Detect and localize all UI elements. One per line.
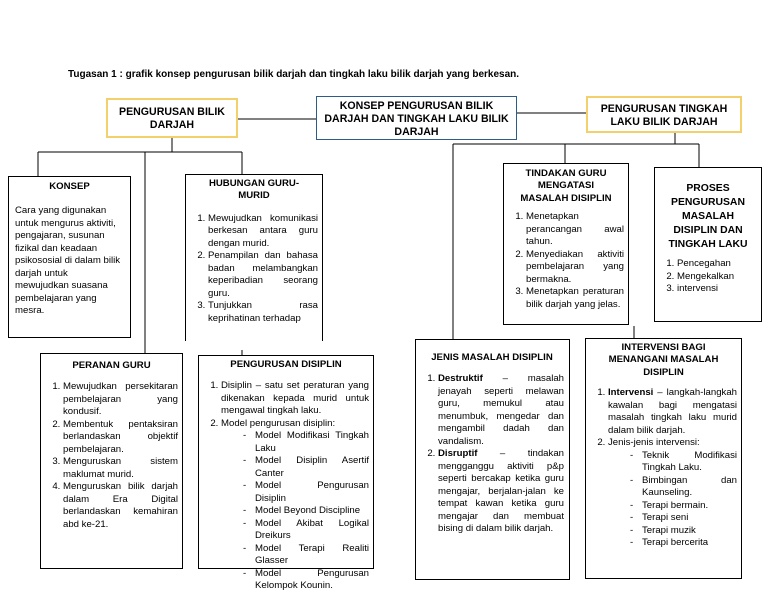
konsep-title: KONSEP xyxy=(49,181,90,192)
list-item xyxy=(438,448,564,535)
intervensi-title: INTERVENSI BAGI MENANGANI MASALAH DISIPLIN xyxy=(608,342,719,378)
list-item xyxy=(221,418,369,593)
tindakan-guru-box xyxy=(503,163,629,325)
list-item: 1. Mewujudkan persekitaran pembelajaran yang kondusif. xyxy=(63,381,178,418)
konsep-box xyxy=(8,176,131,338)
list-item: - Terapi seni xyxy=(626,512,737,524)
list-item: - Terapi bermain. xyxy=(626,500,737,512)
intervensi-text: – langkah-langkah kawalan bagi mengatasi masalah tingkah laku murid dalam bilik darjah. xyxy=(608,387,737,436)
list-item xyxy=(438,373,564,448)
hubungan-title: HUBUNGAN GURU-MURID xyxy=(208,178,300,202)
list-item: 3. intervensi xyxy=(677,283,757,295)
tindakan-title: TINDAKAN GURU MENGATASI MASALAH DISIPLIN xyxy=(520,168,612,204)
list-item xyxy=(608,437,737,549)
disruptif-text: – tindakan mengganggu aktiviti p&p seperti bercakap ketika guru mengajar, berjalan-jalan ke tempat kawan ketika guru mengajar dan membuat bising di dalam bilik darjah. xyxy=(438,448,564,535)
proses-box xyxy=(654,167,762,322)
list-item: 2. Mengekalkan xyxy=(677,271,757,283)
list-item: 1. Menetapkan perancangan awal tahun. xyxy=(526,211,624,248)
list-item: 1. Pencegahan xyxy=(677,258,757,270)
intervensi-term: Intervensi xyxy=(608,387,654,399)
list-item: 1. Mewujudkan komunikasi berkesan antara guru dengan murid. xyxy=(208,213,318,250)
list-item: - Terapi bercerita xyxy=(626,537,737,549)
jenis-title: JENIS MASALAH DISIPLIN xyxy=(431,352,553,363)
list-item: - Bimbingan dan Kaunseling. xyxy=(626,475,737,500)
list-item: 2. Membentuk pentaksiran berlandaskan objektif pembelajaran. xyxy=(63,419,178,456)
center-concept-node xyxy=(316,96,517,140)
list-item: - Model Terapi Realiti Glasser xyxy=(239,543,369,568)
disiplin-title: PENGURUSAN DISIPLIN xyxy=(230,359,342,370)
destruktif-text: – masalah jenayah seperti melawan guru, memukul atau menumbuk, mengedar dan mengambil dadah dan vandalism. xyxy=(438,373,564,447)
destruktif-term: Destruktif xyxy=(438,373,483,385)
left-node-pengurusan-bilik-darjah xyxy=(106,98,238,138)
list-item: 3. Menetapkan peraturan bilik darjah yang jelas. xyxy=(526,286,624,311)
proses-title: PROSES PENGURUSAN MASALAH DISIPLIN DAN TINGKAH LAKU xyxy=(668,183,748,251)
list-item: 3. Menguruskan sistem maklumat murid. xyxy=(63,456,178,481)
konsep-text: Cara yang digunakan untuk mengurus aktiviti, pengajaran, susunan fizikal dan keadaan psikososial di dalam bilik darjah untuk mewujudkan suasana pembelajaran yang mesra. xyxy=(15,205,121,317)
list-item: 2. Menyediakan aktiviti pembelajaran yang bermakna. xyxy=(526,249,624,286)
list-item: 1. Disiplin – satu set peraturan yang dikenakan kepada murid untuk mengawal tingkah laku. xyxy=(221,380,369,417)
hubungan-box xyxy=(185,174,323,341)
center-concept-label: KONSEP PENGURUSAN BILIK DARJAH DAN TINGKAH LAKU BILIK DARJAH xyxy=(324,100,509,139)
jenis-masalah-box xyxy=(415,339,570,580)
list-item: - Model Disiplin Asertif Canter xyxy=(239,455,369,480)
disiplin-item2-label: Model pengurusan disiplin: xyxy=(221,417,336,429)
intervensi-item2-label: Jenis-jenis intervensi: xyxy=(608,437,700,449)
list-item: - Model Beyond Discipline xyxy=(239,505,369,517)
disruptif-term: Disruptif xyxy=(438,448,478,460)
list-item: - Model Akibat Logikal Dreikurs xyxy=(239,518,369,543)
list-item: - Model Modifikasi Tingkah Laku xyxy=(239,430,369,455)
list-item: 3. Tunjukkan rasa keprihatinan terhadap xyxy=(208,300,318,325)
peranan-title: PERANAN GURU xyxy=(72,360,151,371)
list-item: - Terapi muzik xyxy=(626,525,737,537)
list-item xyxy=(608,387,737,437)
right-node-pengurusan-tingkah-laku xyxy=(586,96,742,133)
page-title: Tugasan 1 : grafik konsep pengurusan bilik darjah dan tingkah laku bilik darjah yang berkesan. xyxy=(68,69,520,80)
left-node-label: PENGURUSAN BILIK DARJAH xyxy=(119,106,225,132)
intervensi-box xyxy=(585,338,742,579)
peranan-guru-box xyxy=(40,353,183,569)
list-item: 4. Menguruskan bilik darjah dalam Era Digital berlandaskan kemahiran abd ke-21. xyxy=(63,481,178,531)
list-item: - Model Pengurusan Kelompok Kounin. xyxy=(239,568,369,593)
list-item: 2. Penampilan dan bahasa badan melambangkan keperibadian seorang guru. xyxy=(208,250,318,300)
list-item: - Teknik Modifikasi Tingkah Laku. xyxy=(626,450,737,475)
right-node-label: PENGURUSAN TINGKAH LAKU BILIK DARJAH xyxy=(600,103,728,129)
pengurusan-disiplin-box xyxy=(198,355,374,591)
list-item: - Model Pengurusan Disiplin xyxy=(239,480,369,505)
